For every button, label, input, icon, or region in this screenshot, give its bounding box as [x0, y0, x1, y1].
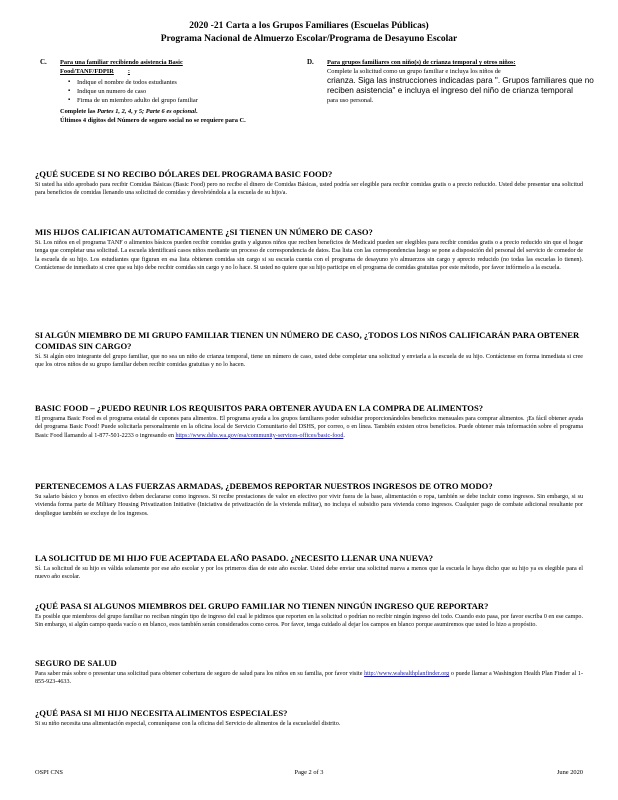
- section-c-bullet-list: [68, 78, 290, 105]
- section-d-heading: Para grupos familiares con niño(s) de crianza temporal y otros niños:: [327, 59, 516, 66]
- faq-text: Es posible que miembros del grupo familiar no reciban ningún tipo de ingreso del cual le pidimos que reporten en la solicitud o podrían no recibir ningún ingreso del todo. Cuando esto pasa, por favor escriba 0 en ese campo. Sin embargo, si algún campo queda vacío o en blanco, esos también serán considerados como ceros. Por favor, tenga cuidado al dejar los campos en blanco porque asumiremos que usted lo hizo a propósito.: [35, 614, 583, 629]
- section-d-text-a: Complete la solicitud como un grupo familiar e incluya los niños de: [327, 68, 501, 75]
- document-title-line-2: Programa Nacional de Almuerzo Escolar/Programa de Desayuno Escolar: [160, 34, 458, 44]
- faq-renew-application: [35, 553, 583, 582]
- document-title-line-1: 2020 -21 Carta a los Grupos Familiares (Escuelas Públicas): [189, 21, 429, 31]
- faq-health-insurance: [35, 658, 583, 687]
- faq-text: Sí. Si algún otro integrante del grupo familiar, que no sea un niño de crianza temporal, tiene un número de caso, usted debe completar una solicitud y enviarla a la escuela de su hijo. Contáctense en forma inmediata si cree que los otros niños de su grupo familiar deben recibir comidas gratuitas y no lo hacen.: [35, 354, 583, 369]
- footer-date: June 2020: [556, 769, 583, 776]
- list-item: ▪ Firma de un miembro adulto del grupo familiar: [68, 96, 290, 105]
- section-c-label: C.: [40, 58, 47, 66]
- faq-text: Su salario básico y bonos en efectivo deben declararse como ingresos. Si recibe prestaciones de valor en efectivo por vivir fuera de la base, alimentación o ropa, también se debe incluir como ingresos. Sin embargo, si su vivienda forma parte de Military Housing Privatization Initiative (Iniciativa de privatización de la vivienda militar), no incluya el subsidio para vivienda como ingresos. Cualquier pago de combate adicional resultante por despliegue también se excluye de los ingresos.: [35, 494, 583, 517]
- section-d-text-instructions: crianza. Siga las instrucciones indicadas para ". Grupos familiares que no reciben asistencia" e incluya el ingreso del niño de crianza temporal: [327, 76, 594, 95]
- list-item: ▪ Indique el nombre de todos estudiantes: [68, 78, 290, 87]
- footer-page-number: Page 2 of 3: [294, 769, 324, 776]
- dshs-basic-food-link[interactable]: https://www.dshs.wa.gov/esa/community-services-offices/basic-food: [175, 432, 344, 439]
- faq-heading: MIS HIJOS CALIFICAN AUTOMATICAMENTE ¿SI TIENEN UN NÚMERO DE CASO?: [35, 227, 373, 237]
- faq-text: Si usted ha sido aprobado para recibir Comidas Básicas (Basic Food) pero no recibe el dinero de Comidas Básicas, usted podría ser elegible para recibir comidas gratis o a precio reducido. Usted debe presentar una solicitud para beneficios de comidas llenando una solicitud de comidas y devolviéndola a la escuela de su hijo/a.: [35, 182, 583, 197]
- faq-armed-forces: [35, 481, 583, 518]
- faq-heading: LA SOLICITUD DE MI HIJO FUE ACEPTADA EL AÑO PASADO. ¿NECESITO LLENAR UNA NUEVA?: [35, 553, 434, 563]
- faq-heading: PERTENECEMOS A LAS FUERZAS ARMADAS, ¿DEBEMOS REPORTAR NUESTROS INGRESOS DE OTRO MODO?: [35, 481, 493, 491]
- faq-heading: ¿QUÉ PASA SI ALGUNOS MIEMBROS DEL GRUPO FAMILIAR NO TIENEN NINGÚN INGRESO QUE REPORTAR?: [35, 601, 489, 611]
- section-c: [40, 58, 290, 125]
- faq-household-case-number: [35, 330, 583, 370]
- health-plan-finder-link[interactable]: http://www.wahealthplanfinder.org: [364, 671, 450, 677]
- faq-heading: SI ALGÚN MIEMBRO DE MI GRUPO FAMILIAR TIENEN UN NÚMERO DE CASO, ¿TODOS LOS NIÑOS CALIFICARÁN PARA OBTENER COMIDAS SIN CARGO?: [35, 330, 580, 351]
- section-c-heading: Para una familiar recibiendo asistencia Basic Food/TANF/FDPIR :: [60, 59, 183, 75]
- faq-heading: ¿QUÉ PASA SI MI HIJO NECESITA ALIMENTOS ESPECIALES?: [35, 708, 288, 718]
- faq-heading: BASIC FOOD – ¿PUEDO REUNIR LOS REQUISITOS PARA OBTENER AYUDA EN LA COMPRA DE ALIMENTOS?: [35, 403, 484, 413]
- footer-left: OSPI CNS: [35, 769, 63, 776]
- faq-text: Si. Los niños en el programa TANF o alimentos básicos pueden recibir comidas gratis y algunos niños que reciben beneficios de Medicaid pueden ser elegibles para recibir comidas gratis o a precio reducido sin que el hogar tenga que completar una solicitud. La escuela identificará casos niños mediante un proceso de correspondencia de datos. Esa lista con las correspondencias luego se pone a disposición del personal del servicio de comedor de la escuela de su hijo. Los estudiantes que figuran en esa lista obtienen comidas sin cargo si su escuela cuenta con el programa de desayuno y/o almuerzos sin cargo y aprecio reducido (no todas las escuelas lo tienen). Contáctense de inmediato si cree que su hijo debe recibir comidas sin cargo y no lo hace. Si usted no quiere que su hijo participe en el programa de comidas gratuitas por este método, por favor infórmelo a la escuela.: [35, 240, 583, 272]
- list-item: ▪ Indique un numero de caso: [68, 87, 290, 96]
- section-d: [307, 58, 597, 105]
- faq-automatic-qualify: [35, 227, 583, 273]
- section-d-text-b: para uso personal.: [327, 97, 374, 104]
- section-c-complete-instruction: Complete las Partes 1, 2, 4, y 5; Parte 6 es opcional.: [60, 108, 198, 115]
- faq-heading: ¿QUÉ SUCEDE SI NO RECIBO DÓLARES DEL PROGRAMA BASIC FOOD?: [35, 169, 333, 179]
- faq-no-income: [35, 601, 583, 630]
- faq-special-foods: [35, 708, 583, 728]
- faq-text: El programa Basic Food es el programa estatal de cupones para alimentos. El programa ayuda a los grupos familiares poder subsidiar proporcionándoles beneficios mensuales para comprar alimentos. ¡Es fácil obtener ayuda del programa Basic Food! Puede solicitarla personalmente en la oficina local de Servicio Comunitario del DSHS, por correo, o en línea. También existen otros beneficios. Puede obtener más información sobre el programa Basic Food llamando al 1-877-501-2233 o ingresando en https://www.dshs.wa.gov/esa/community-services-offices/basic-food.: [35, 416, 583, 439]
- faq-text: Si su niño necesita una alimentación especial, comuníquese con la oficina del Servicio de alimentos de la escuela/del distrito.: [35, 721, 341, 727]
- section-c-ssn-note: Últimos 4 digitos del Número de seguro social no se requiere para C.: [60, 117, 246, 124]
- faq-basic-food-program: [35, 403, 583, 440]
- faq-text: Sí. La solicitud de su hijo es válida solamente por ese año escolar y por los primeros días de este año escolar. Usted debe enviar una solicitud nueva a menos que la escuela le haya dicho que su hijo ya es elegible para el nuevo año escolar.: [35, 566, 583, 581]
- section-d-label: D.: [307, 58, 314, 66]
- faq-basic-food-dollars: [35, 169, 583, 198]
- faq-heading: SEGURO DE SALUD: [35, 658, 117, 668]
- faq-text: Para saber más sobre o presentar una solicitud para obtener cobertura de seguro de salud para los niños en su familia, por favor visite http://www.wahealthplanfinder.org o puede llamar a Washington Health Plan Finder al 1-855-923-4633.: [35, 671, 584, 686]
